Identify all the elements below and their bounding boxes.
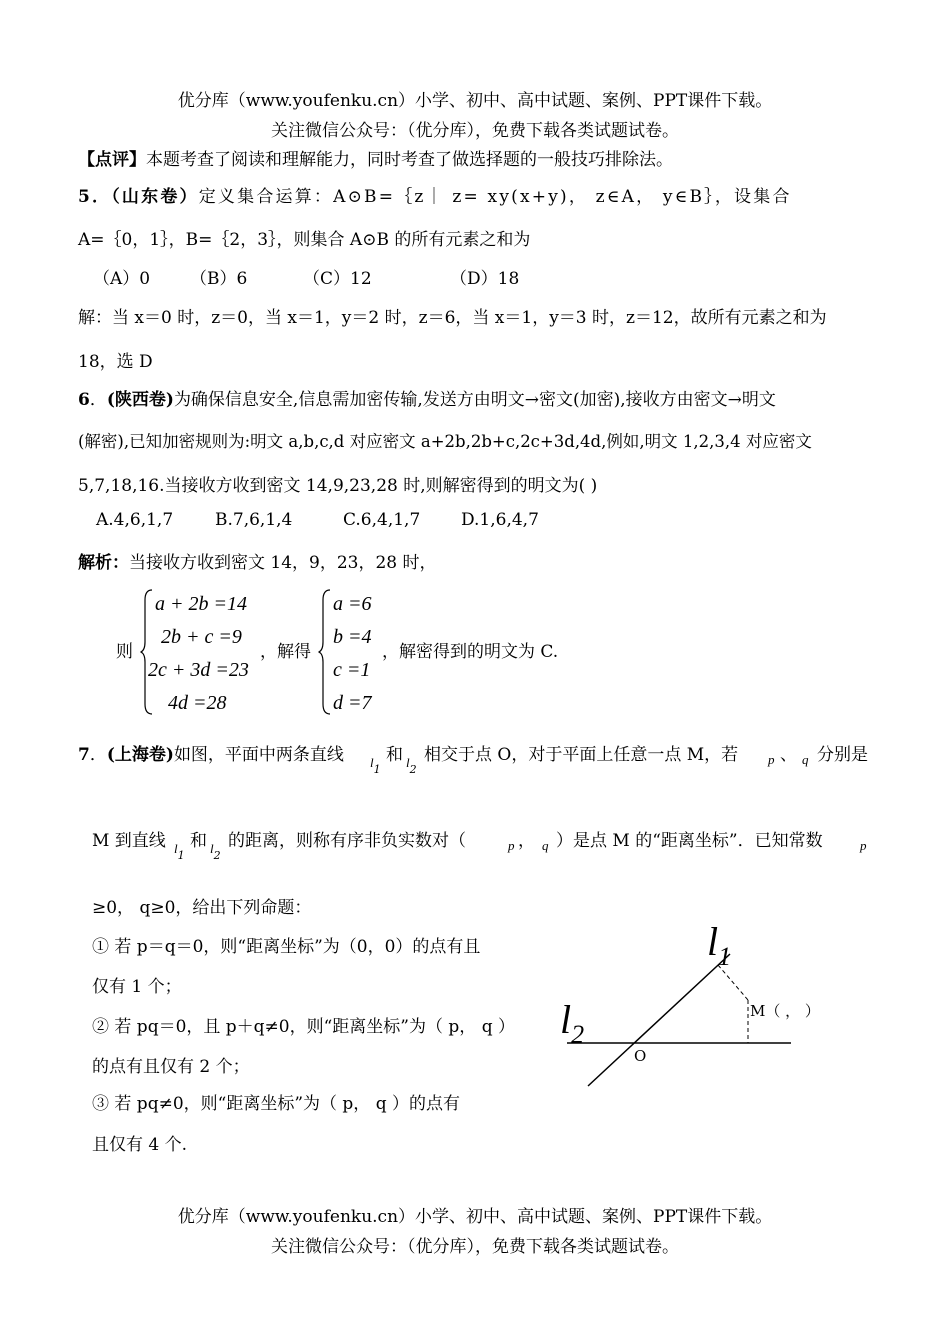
system2-eq4: d =7 — [333, 692, 372, 714]
q6-analysis-label: 解析： — [78, 553, 129, 573]
q7-prop-1a: ① 若 p＝q＝0，则“距离坐标”为（0，0）的点有且 — [92, 937, 481, 957]
q6-option-c: C.6,4,1,7 — [343, 510, 421, 530]
q6-line-2: (解密),已知加密规则为:明文 a,b,c,d 对应密文 a+2b,2b+c,2c+3d,4d,例如,明文 1,2,3,4 对应密文 — [78, 432, 812, 451]
q6-jiede: ，解得 — [260, 642, 311, 662]
q7-l2-inline-2: $l_2$ — [210, 841, 221, 862]
system1-eq3: 2c + 3d =23 — [148, 659, 249, 681]
q6-analysis — [78, 548, 437, 573]
q7-l1-inline-2: $l_1$ — [174, 841, 185, 862]
left-brace-1 — [140, 588, 154, 716]
system1-eq1: a + 2b =14 — [155, 593, 247, 615]
header-line-1: 优分库（www.youfenku.cn）小学、初中、高中试题、案例、PPT课件下载。 — [177, 91, 773, 111]
system1-eq4: 4d =28 — [168, 692, 227, 714]
q5-line-1 — [78, 182, 878, 207]
q7-prop-2b: 的点有且仅有 2 个； — [92, 1057, 250, 1077]
q6-analysis-text: 当接收方收到密文 14，9，23，28 时， — [129, 553, 437, 573]
q7-text-2c: ）是点 M 的“距离坐标”．已知常数 — [556, 831, 823, 851]
q7-line-3: ≥0， q≥0，给出下列命题： — [92, 898, 312, 918]
system2-eq2: b =4 — [333, 626, 372, 648]
q5-option-a: （A）0 — [93, 269, 151, 289]
q7-l1-inline: $l_1$ — [370, 755, 381, 776]
q5-option-d: （D）18 — [450, 269, 520, 289]
q7-p-2: p — [508, 838, 515, 853]
system1-eq2: 2b + c =9 — [161, 626, 242, 648]
q5-text-1: 定义集合运算：A⊙B=｛z｜ z= xy(x+y)， z∈A， y∈B｝，设集合 — [198, 187, 792, 207]
q6-option-d: D.1,6,4,7 — [461, 510, 539, 530]
q7-he-2: 和 — [190, 831, 207, 851]
q5-source: （山东卷） — [111, 187, 199, 207]
q5-line-2: A=｛0，1｝，B=｛2，3｝，则集合 A⊙B 的所有元素之和为 — [78, 230, 531, 250]
left-brace-2 — [318, 588, 332, 716]
q7-text-2b: 的距离，则称有序非负实数对（ — [228, 831, 466, 851]
q7-he: 和 — [386, 745, 403, 765]
footer-line-1: 优分库（www.youfenku.cn）小学、初中、高中试题、案例、PPT课件下载。 — [177, 1207, 773, 1227]
line-l1 — [588, 954, 730, 1086]
q7-prop-1b: 仅有 1 个； — [92, 977, 182, 997]
l1-label: $l_1$ — [707, 919, 732, 971]
footer-line-2: 关注微信公众号：（优分库），免费下载各类试题试卷。 — [271, 1237, 679, 1257]
system2-eq1: a =6 — [333, 593, 372, 615]
q7-p: p — [768, 752, 775, 767]
q7-p-3: p — [860, 838, 867, 853]
q7-comma: ， — [518, 831, 535, 851]
q7-dun: 、 — [780, 745, 797, 765]
q6-text-1: 为确保信息安全,信息需加密传输,发送方由明文→密文(加密),接收方由密文→明文 — [173, 390, 776, 410]
q7-prop-2a: ② 若 pq＝0，且 p＋q≠0，则“距离坐标”为（ p， q ） — [92, 1017, 515, 1037]
comment — [78, 145, 673, 170]
comment-label: 【点评】 — [78, 150, 146, 170]
m-label: M（ ， ） — [750, 1002, 820, 1020]
q5-solution-line-1: 解：当 x＝0 时，z＝0，当 x＝1，y＝2 时，z＝6，当 x＝1，y＝3 时，z＝12，故所有元素之和为 — [78, 308, 827, 328]
header-line-2: 关注微信公众号：（优分库），免费下载各类试题试卷。 — [271, 121, 679, 141]
o-label: O — [634, 1047, 647, 1065]
q7-number: 7 — [78, 745, 90, 765]
q6-option-a: A.4,6,1,7 — [96, 510, 174, 530]
q7-l2-inline: $l_2$ — [406, 755, 417, 776]
q5-option-c: （C）12 — [303, 269, 372, 289]
q7-text-1c: 分别是 — [817, 745, 868, 765]
q7-q-2: q — [542, 838, 549, 853]
q5-number: 5． — [78, 187, 112, 207]
q7-q: q — [802, 752, 809, 767]
q5-option-b: （B）6 — [190, 269, 248, 289]
system2-eq3: c =1 — [333, 659, 371, 681]
q7-line-1: 7．(上海卷)如图，平面中两条直线 — [78, 745, 344, 765]
l2-label: $l_2$ — [560, 997, 585, 1049]
q6-source: (陕西卷) — [106, 390, 174, 410]
q5-solution-line-2: 18，选 D — [78, 352, 153, 372]
q6-ze: 则 — [116, 642, 133, 662]
q6-number: 6 — [78, 390, 90, 410]
q6-line-1: 6．(陕西卷)为确保信息安全,信息需加密传输,发送方由明文→密文(加密),接收方由密文→明文 — [78, 390, 776, 410]
q7-text-2a: M 到直线 — [92, 831, 166, 851]
q6-option-b: B.7,6,1,4 — [215, 510, 293, 530]
q6-line-3: 5,7,18,16.当接收方收到密文 14,9,23,28 时,则解密得到的明文为( ) — [78, 476, 598, 496]
q7-text-1a: 如图，平面中两条直线 — [173, 745, 344, 765]
q7-prop-3b: 且仅有 4 个. — [92, 1135, 188, 1155]
q7-prop-3a: ③ 若 pq≠0，则“距离坐标”为（ p， q ）的点有 — [92, 1094, 460, 1114]
q7-source: (上海卷) — [106, 745, 174, 765]
q7-text-1b: 相交于点 O，对于平面上任意一点 M，若 — [424, 745, 739, 765]
q6-conclusion: ，解密得到的明文为 C. — [382, 642, 559, 662]
comment-text: 本题考查了阅读和理解能力，同时考查了做选择题的一般技巧排除法。 — [146, 150, 673, 170]
